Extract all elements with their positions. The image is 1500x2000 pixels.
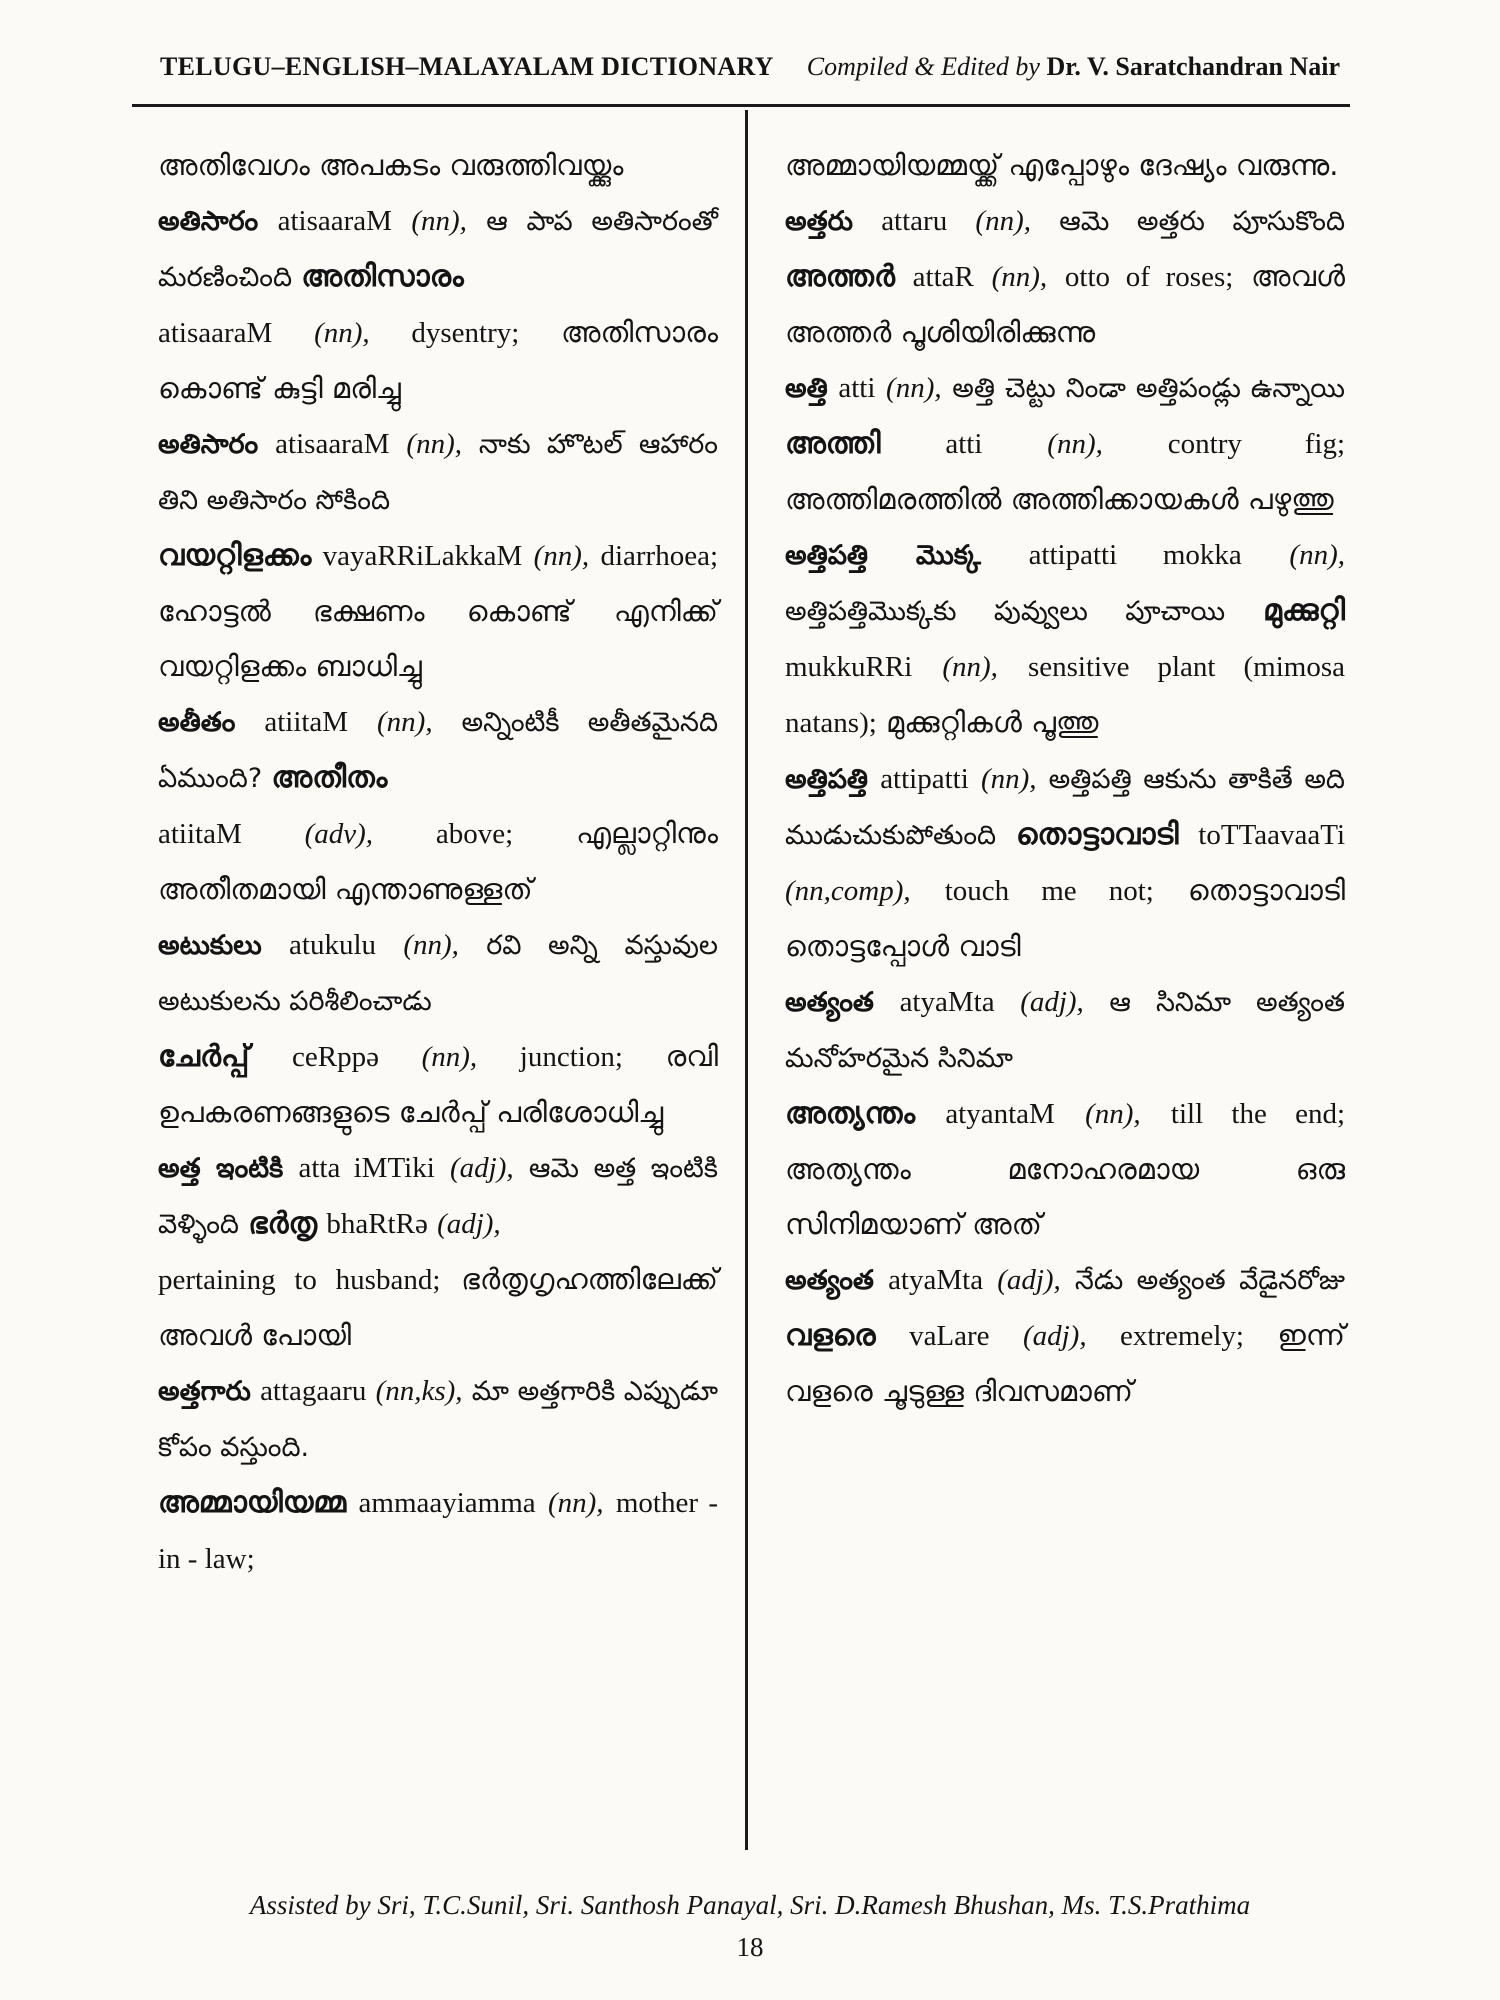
- page-header: [160, 52, 1340, 82]
- english-meaning: diarrhoea;: [600, 540, 719, 572]
- transliteration: atyantaM: [945, 1098, 1055, 1130]
- english-meaning: sensitive plant (mimosa natans);: [785, 651, 1346, 739]
- part-of-speech: (nn),: [406, 428, 462, 460]
- english-meaning: touch me not;: [944, 875, 1154, 907]
- transliteration: attagaaru: [260, 1375, 367, 1407]
- transliteration: ammaayiamma: [358, 1487, 536, 1519]
- part-of-speech: (nn),: [886, 372, 942, 404]
- transliteration: atukulu: [289, 929, 377, 961]
- malayalam-example: ഇന്ന് വളരെ ചൂടുള്ള ദിവസമാണ്: [785, 1318, 1346, 1408]
- transliteration: attaru: [881, 205, 948, 237]
- transliteration: toTTaavaaTi: [1198, 819, 1345, 851]
- malayalam-headword: ചേർപ്പ്: [158, 1039, 250, 1074]
- part-of-speech: (nn),: [942, 651, 998, 683]
- telugu-headword: అత్తిపత్తి మొక్క: [785, 540, 981, 571]
- entry-continuation: [158, 1252, 718, 1363]
- part-of-speech: (nn,ks),: [375, 1375, 463, 1407]
- english-meaning: till the end;: [1170, 1098, 1346, 1130]
- english-meaning: above;: [435, 818, 514, 850]
- malayalam-example: തൊട്ടാവാടി തൊട്ടപ്പോൾ വാടി: [785, 873, 1345, 963]
- transliteration: atisaaraM: [158, 317, 273, 349]
- entry: [785, 974, 1345, 1086]
- part-of-speech: (nn),: [1047, 428, 1103, 460]
- credit-prefix: Compiled & Edited by: [806, 52, 1040, 81]
- telugu-example: అన్నింటికీ అతీతమైనది ఏముంది?: [158, 707, 719, 794]
- entry: [158, 528, 718, 694]
- malayalam-headword: വയറ്റിളക്കം: [158, 538, 312, 573]
- part-of-speech: (nn),: [377, 706, 433, 738]
- transliteration: atti: [838, 372, 876, 404]
- dictionary-title: TELUGU–ENGLISH–MALAYALAM DICTIONARY: [160, 52, 774, 81]
- entry: [158, 694, 718, 806]
- telugu-headword: అత్త ఇంటికి: [158, 1153, 284, 1184]
- part-of-speech: (nn),: [1085, 1098, 1141, 1130]
- entry: [785, 193, 1345, 360]
- transliteration: atisaaraM: [275, 428, 390, 460]
- telugu-example: ఆ పాప అతిసారంతో మరణించింది: [158, 206, 719, 293]
- malayalam-example: അവൾ അത്തർ പൂശിയിരിക്കുന്നു: [785, 259, 1346, 349]
- malayalam-headword: അമ്മായിയമ്മ: [158, 1485, 347, 1520]
- assisted-by-footer: Assisted by Sri, T.C.Sunil, Sri. Santhosh Panayal, Sri. D.Ramesh Bhushan, Ms. T.S.Prathima: [249, 1890, 1251, 1920]
- malayalam-example: മുക്കുറ്റികൾ പൂത്തു: [886, 705, 1099, 739]
- telugu-headword: అత్తరు: [785, 206, 853, 237]
- part-of-speech: (nn),: [975, 205, 1031, 237]
- part-of-speech: (nn),: [980, 763, 1037, 795]
- telugu-example: రవి అన్ని వస్తువుల అటుకులను పరిశీలించాడు: [158, 930, 719, 1017]
- entry: [158, 193, 718, 305]
- english-meaning: junction;: [519, 1041, 623, 1073]
- malayalam-headword: അത്തി: [785, 426, 881, 461]
- telugu-example: అత్తిపత్తిమొక్కకు పువ్వులు పూచాయి: [785, 596, 1226, 627]
- malayalam-example: ഭർതൃഗൃഹത്തിലേക്ക് അവൾ പോയി: [158, 1262, 719, 1352]
- telugu-example: మా అత్తగారికి ఎప్పుడూ కోపం వస్తుంది.: [158, 1376, 718, 1463]
- part-of-speech: (nn),: [411, 205, 467, 237]
- entry: [158, 1363, 718, 1475]
- part-of-speech: (adj),: [997, 1264, 1061, 1296]
- english-meaning: pertaining to husband;: [158, 1264, 441, 1296]
- transliteration: mukkuRRi: [785, 651, 913, 683]
- editor-name: Dr. V. Saratchandran Nair: [1046, 52, 1340, 81]
- entry: [785, 1086, 1345, 1252]
- telugu-headword: అటుకులు: [158, 930, 262, 961]
- transliteration: atiitaM: [264, 706, 349, 738]
- part-of-speech: (adj),: [1020, 986, 1084, 1018]
- telugu-example: ఆ సినిమా అత్యంత మనోహరమైన సినిమా: [785, 987, 1345, 1074]
- entry: [158, 1475, 718, 1587]
- telugu-example: నాకు హొటల్ ఆహారం తిని అతిసారం సోకింది: [158, 429, 718, 516]
- transliteration: attipatti: [880, 763, 969, 795]
- part-of-speech: (nn),: [421, 1041, 478, 1073]
- malayalam-example: എല്ലാറ്റിനും അതീതമായി എന്താണുള്ളത്: [158, 816, 718, 906]
- entry-continuation: അതിവേഗം അപകടം വരുത്തിവയ്ക്കും: [158, 148, 624, 182]
- english-meaning: dysentry;: [411, 317, 520, 349]
- entry: [785, 527, 1345, 751]
- part-of-speech: (adv),: [304, 818, 374, 850]
- telugu-headword: అత్యంత: [785, 1265, 874, 1296]
- entry: [158, 1029, 718, 1140]
- malayalam-example: അത്തിമരത്തിൽ അത്തിക്കായകൾ പഴുത്തു: [785, 482, 1334, 516]
- english-meaning: mother - in - law;: [158, 1487, 719, 1575]
- part-of-speech: (adj),: [450, 1152, 514, 1184]
- transliteration: atyaMta: [899, 986, 995, 1018]
- malayalam-headword: അതിസാരം: [301, 259, 464, 294]
- part-of-speech: (nn),: [403, 929, 459, 961]
- malayalam-headword: മുക്കുറ്റി: [1263, 593, 1346, 628]
- entry: [158, 806, 718, 917]
- entry: [158, 305, 718, 416]
- telugu-example: అత్తి చెట్టు నిండా అత్తిపండ్లు ఉన్నాయి: [952, 373, 1346, 404]
- transliteration: atti: [945, 428, 983, 460]
- entry: [785, 751, 1345, 974]
- transliteration: vaLare: [909, 1320, 990, 1352]
- telugu-headword: అత్యంత: [785, 987, 874, 1018]
- telugu-headword: అత్తి: [785, 373, 828, 404]
- page-number: 18: [736, 1932, 764, 1962]
- telugu-example: ఆమె అత్తరు పూసుకొంది: [1059, 206, 1346, 237]
- transliteration: atiitaM: [158, 818, 242, 850]
- telugu-example: నేడు అత్యంత వేడైనరోజు: [1074, 1265, 1346, 1296]
- part-of-speech: (adj),: [437, 1208, 501, 1240]
- transliteration: attipatti mokka: [1028, 539, 1242, 571]
- transliteration: ceRppə: [291, 1041, 379, 1073]
- entry: [158, 416, 718, 528]
- malayalam-example: അതിസാരം കൊണ്ട് കുട്ടി മരിച്ചു: [158, 315, 719, 405]
- editor-credit: [807, 52, 1340, 82]
- telugu-example: ఆమె అత్త ఇంటికి వెళ్ళింది: [158, 1153, 718, 1240]
- entry: [158, 1140, 718, 1252]
- malayalam-headword: തൊട്ടാവാടി: [1015, 817, 1179, 852]
- malayalam-headword: വളരെ: [785, 1318, 876, 1353]
- part-of-speech: (nn),: [1289, 539, 1345, 571]
- transliteration: atyaMta: [888, 1264, 984, 1296]
- left-column: [158, 138, 718, 1587]
- entry-continuation: [785, 138, 1345, 193]
- entry: [785, 360, 1345, 527]
- telugu-headword: అతిసారం: [158, 206, 259, 237]
- entry: [158, 917, 718, 1029]
- telugu-headword: అతిసారం: [158, 429, 259, 460]
- malayalam-headword: അത്യന്തം: [785, 1096, 916, 1131]
- malayalam-example: ഹോട്ടൽ ഭക്ഷണം കൊണ്ട് എനിക്ക് വയറ്റിളക്കം ബാധിച്ചു: [158, 594, 718, 683]
- part-of-speech: (adj),: [1022, 1320, 1087, 1352]
- right-column: [785, 138, 1345, 1419]
- part-of-speech: (nn),: [533, 540, 590, 572]
- column-divider: [745, 110, 748, 1850]
- malayalam-example: അമ്മായിയമ്മയ്ക്ക് എപ്പോഴും ദേഷ്യം വരുന്നു.: [785, 148, 1339, 182]
- malayalam-example: അത്യന്തം മനോഹരമായ ഒരു സിനിമയാണ് അത്: [785, 1152, 1345, 1241]
- part-of-speech: (nn),: [991, 261, 1048, 293]
- transliteration: vayaRRiLakkaM: [322, 540, 523, 572]
- transliteration: atta iMTiki: [298, 1152, 435, 1184]
- entry: [785, 1252, 1345, 1419]
- telugu-headword: అత్తిపత్తి: [785, 764, 869, 795]
- part-of-speech: (nn),: [314, 317, 370, 349]
- malayalam-example: രവി ഉപകരണങ്ങളുടെ ചേർപ്പ് പരിശോധിച്ചു: [158, 1039, 719, 1129]
- malayalam-headword: ഭർതൃ: [248, 1206, 318, 1241]
- transliteration: atisaaraM: [277, 205, 392, 237]
- telugu-headword: అత్తగారు: [158, 1376, 251, 1407]
- transliteration: bhaRtRə: [326, 1208, 428, 1240]
- part-of-speech: (nn,comp),: [785, 875, 911, 907]
- part-of-speech: (nn),: [547, 1487, 604, 1519]
- english-meaning: otto of roses;: [1064, 261, 1234, 293]
- telugu-example: అత్తిపత్తి ఆకును తాకితే అది ముడుచుకుపోతుంది: [785, 764, 1345, 851]
- english-meaning: extremely;: [1119, 1320, 1244, 1352]
- malayalam-headword: അതീതം: [271, 760, 388, 795]
- transliteration: attaR: [912, 261, 974, 293]
- english-meaning: contry fig;: [1167, 428, 1346, 460]
- telugu-headword: అతీతం: [158, 707, 236, 738]
- header-rule: [132, 104, 1350, 107]
- malayalam-headword: അത്തർ: [785, 259, 895, 294]
